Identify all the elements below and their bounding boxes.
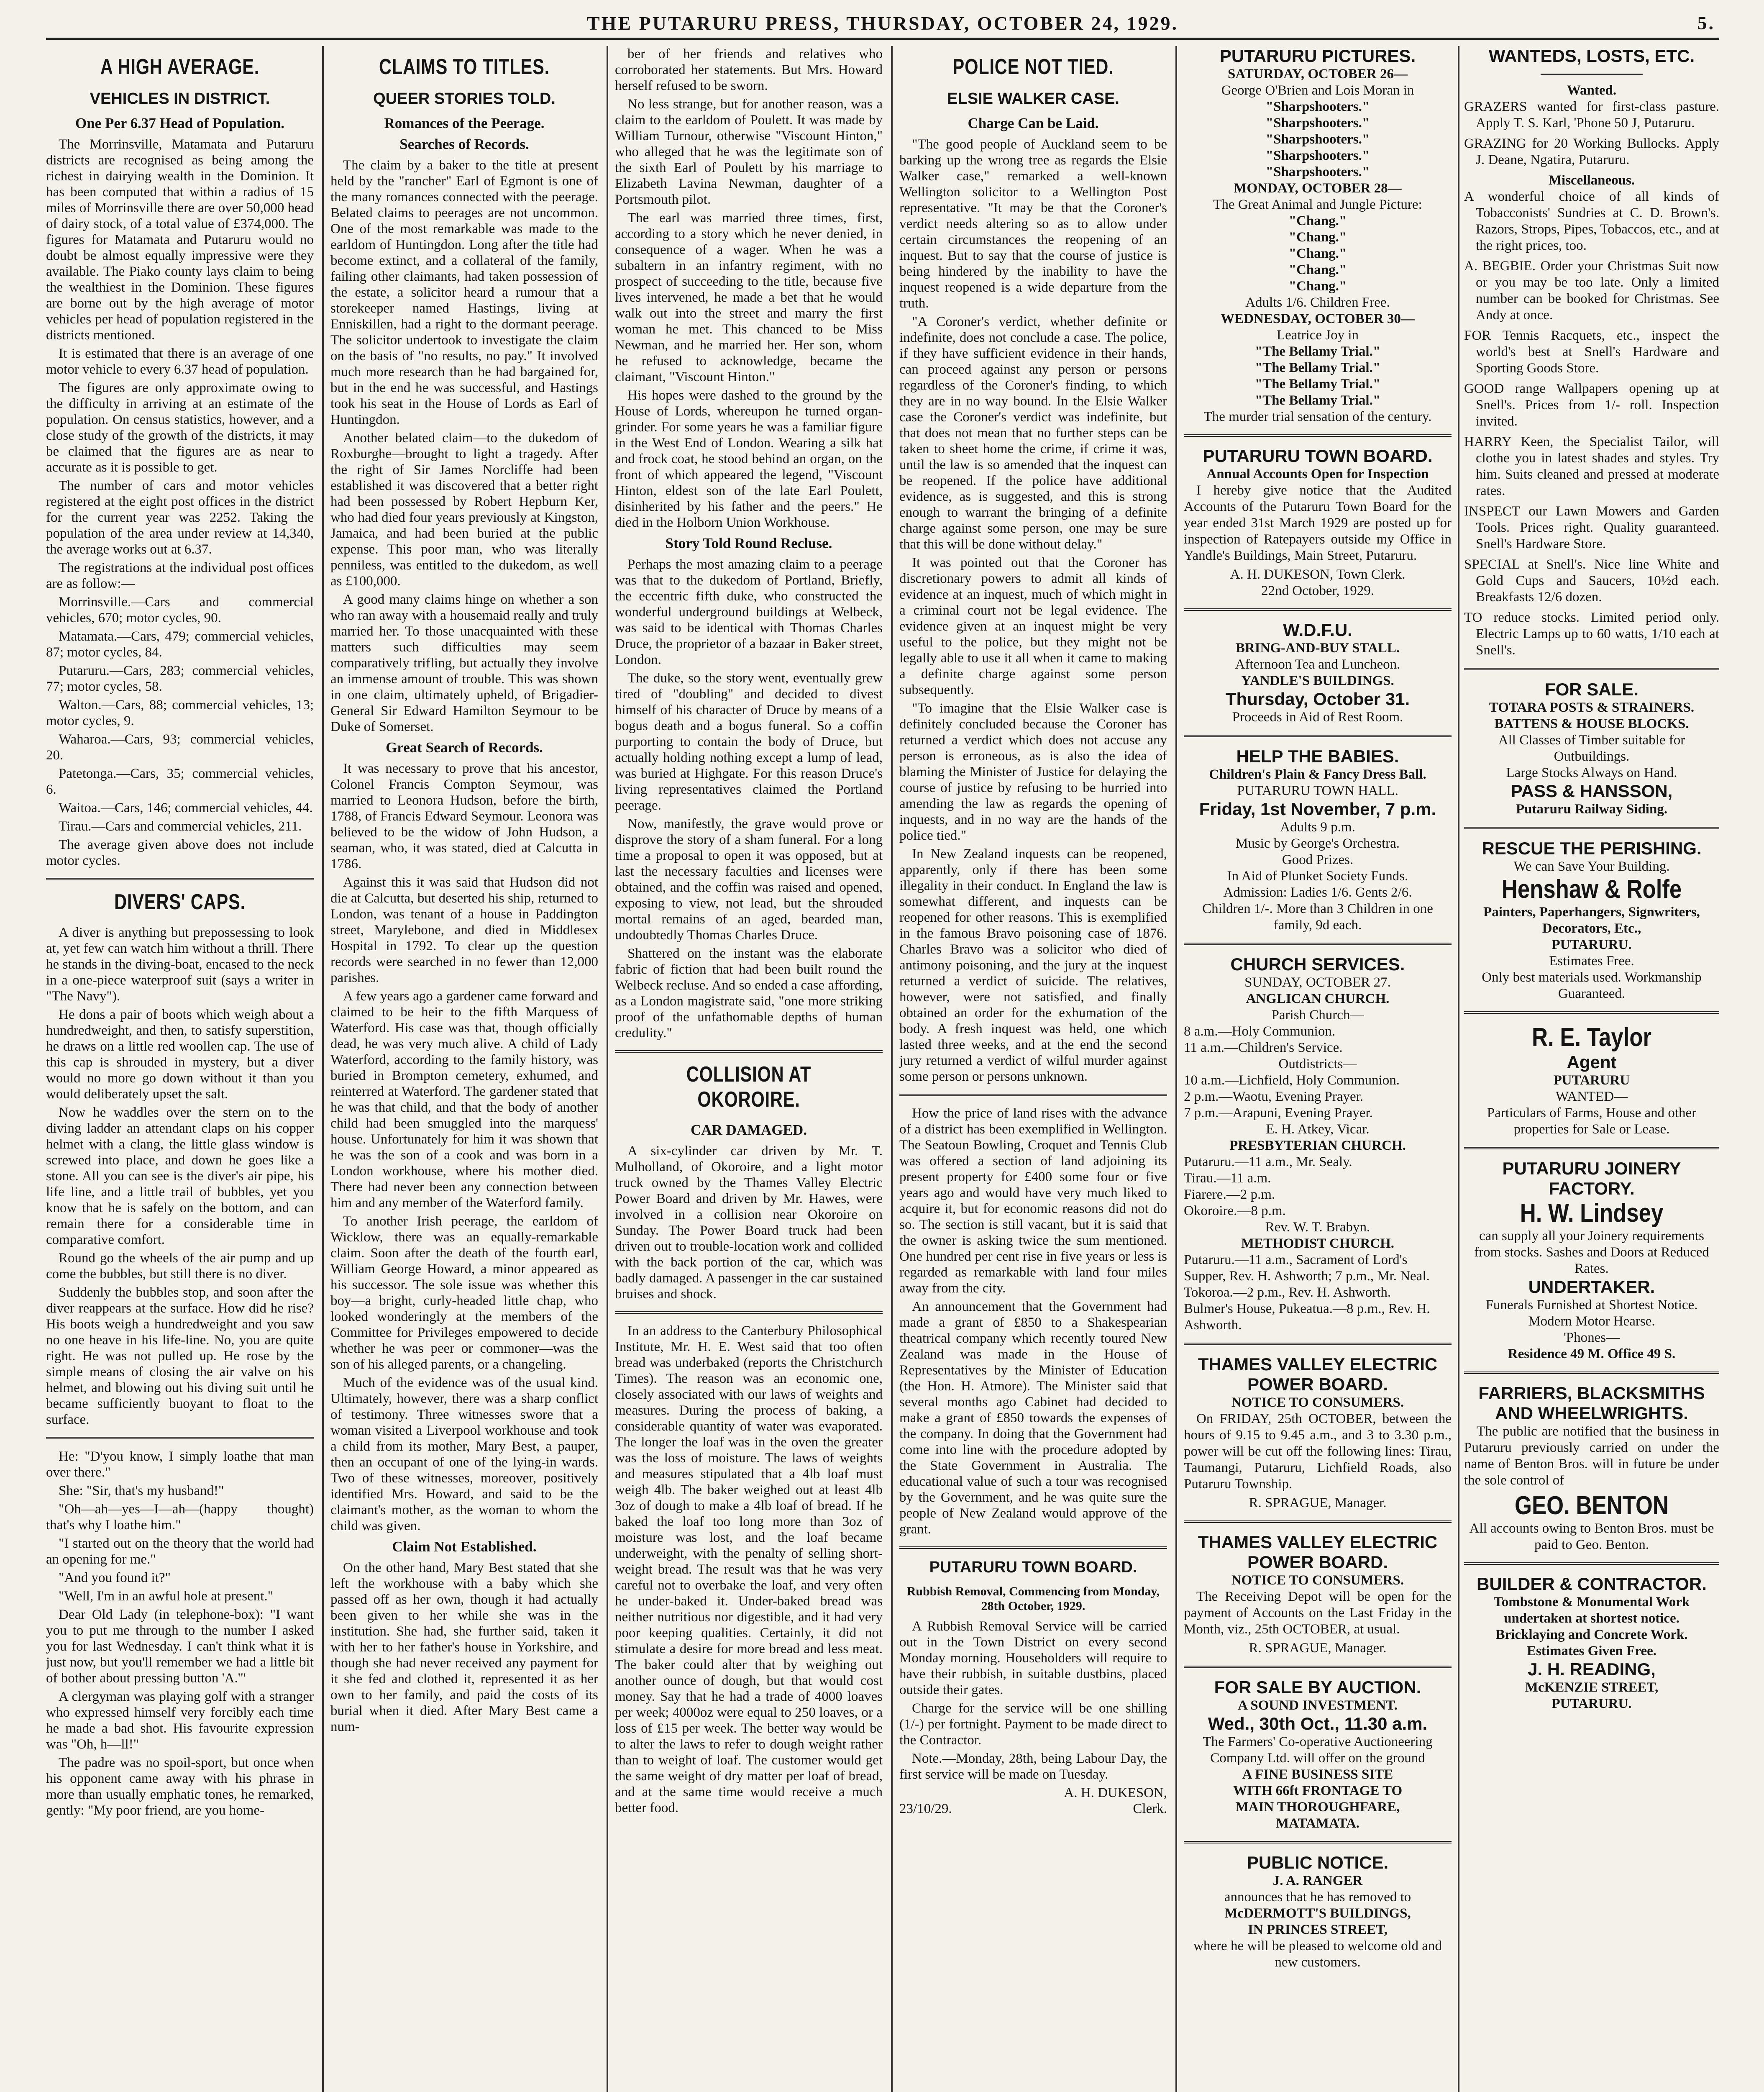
paragraph: A diver is anything but prepossessing to look at, yet few can watch him without a thrill. There he stands in the diving-boat, encased to the neck in a one-piece waterproof suit (says a writer in "The Navy"). bbox=[46, 925, 314, 1004]
line: "Sharpshooters." bbox=[1265, 132, 1370, 147]
taylor-body: Particulars of Farms, House and other properties for Sale or Lease. bbox=[1487, 1105, 1697, 1137]
paragraph: The duke, so the story went, eventually grew tired of "doubling" and decided to divest himself of his character of Druce by means of a bogus death and a bogus funeral. So a coffin purporting to contain the body of Druce, but actually holding nothing except a lump of lead, was buried at Highgate. For this reason Druce's living representatives claimed the Portland peerage. bbox=[615, 671, 883, 813]
lindsey-name: H. W. Lindsey bbox=[1520, 1199, 1664, 1228]
auction-body: The Farmers' Co-operative Auctioneering Company Ltd. will offer on the ground bbox=[1203, 1734, 1433, 1766]
line: 10 a.m.—Lichfield, Holy Communion. bbox=[1184, 1073, 1400, 1088]
line: "The Bellamy Trial." bbox=[1255, 377, 1381, 392]
paragraph: How the price of land rises with the advance of a district has been exemplified in Wellington. The Seatoun Bowling, Croquet and Tennis Club was offered a section of land adjoining its present property for £400 some four or five years ago and would have very much liked to acquire it, but for economic reasons did not do so. The section is still vacant, but it is said that the owner is asking twice the sum mentioned. One hundred per cent rise in five years or less is regarded as remarkable with land four miles away from the city. bbox=[899, 1106, 1167, 1296]
headline: POLICE NOT TIED. bbox=[952, 55, 1114, 79]
line: "The Bellamy Trial." bbox=[1255, 344, 1381, 359]
benton-body: The public are notified that the business in Putaruru previously carried on under the name of Benton Bros. will in future be under the sole control of bbox=[1464, 1424, 1719, 1488]
builder-line: Bricklaying and Concrete Work. bbox=[1495, 1627, 1688, 1642]
film-list bbox=[1184, 344, 1452, 409]
church-times bbox=[1184, 1252, 1452, 1333]
townboard-body: I hereby give notice that the Audited Accounts of the Putaruru Town Board for the year ended 31st March 1929 are posted up for inspection of Ratepayers outside my Office in Yandle's Buildings, Main Street, Putaruru. bbox=[1184, 483, 1452, 563]
babies-prizes: Good Prizes. bbox=[1282, 852, 1354, 867]
column-3 bbox=[615, 46, 883, 2092]
paragraph: Dear Old Lady (in telephone-box): "I want you to put me through to the number I asked you for last Wednesday. I can't think what it is just now, but you'll remember we had a little bit of bother about pressing button 'A.'" bbox=[46, 1607, 314, 1686]
masthead-title: THE PUTARURU PRESS, THURSDAY, OCTOBER 24, 1929. bbox=[586, 12, 1179, 34]
crosshead: Story Told Round Recluse. bbox=[665, 535, 832, 551]
paragraph: The claim by a baker to the title at present held by the "rancher" Earl of Egmont is one of the many romances connected with the peerage. Belated claims to peerages are not uncommon. One of the most remarkable was made to the earldom of Huntingdon. Long after the title had become extinct, and a collateral of the family, failing other claimants, had taken possession of the estate, a solicitor heard a rumour that a storekeeper named Hastings, living at Enniskillen, had a right to the dormant peerage. The solicitor undertook to investigate the claim on the basis of "no results, no pay." It involved much more research than he had bargained for, but in the end he was successful, and Hastings took his seat in the House of Lords as Earl of Huntingdon. bbox=[330, 158, 598, 427]
article-body bbox=[330, 1560, 598, 1735]
paragraph: Now, manifestly, the grave would prove or disprove the story of a sham funeral. For a long time a proposal to open it was opposed, but at last the necessary faculties and licenses were obtained, and the coffin was raised and opened, exposing to view, not lead, but the shrouded mortal remains of an aged, bearded man, undoubtedly Thomas Charles Druce. bbox=[615, 816, 883, 943]
taylor-wanted: WANTED— bbox=[1555, 1089, 1628, 1104]
paragraph: Much of the evidence was of the usual kind. Ultimately, however, there was a sharp conflict of testimony. Three witnesses swore that a woman visited a Liverpool workhouse and took a child from its mother, Mary Best, a pauper, then an occupant of one of the lying-in wards. Two of these witnesses, moreover, positively identified Mrs. Howard, and said to be the claimant's mother, as the woman to whom the child was given. bbox=[330, 1375, 598, 1533]
article-body bbox=[615, 1143, 883, 1302]
article-body bbox=[615, 46, 883, 531]
builder-name: J. H. READING, bbox=[1528, 1659, 1656, 1679]
paragraph: A Rubbish Removal Service will be carried out in the Town District on every second Monday morning. Householders will require to have their rubbish, in suitable dustbins, placed outside their gates. bbox=[899, 1619, 1167, 1697]
church-parish: Parish Church— bbox=[1271, 1008, 1364, 1023]
divider bbox=[1464, 827, 1719, 829]
line: Tirau.—11 a.m. bbox=[1184, 1171, 1271, 1186]
henshaw-title: RESCUE THE PERISHING. bbox=[1482, 838, 1702, 858]
divider bbox=[1184, 735, 1452, 737]
divider bbox=[1184, 1520, 1452, 1523]
wdfu-line: Proceeds in Aid of Rest Room. bbox=[1232, 710, 1403, 725]
auction-line: WITH 66ft FRONTAGE TO bbox=[1233, 1783, 1403, 1798]
paragraph: Note.—Monday, 28th, being Labour Day, the first service will be made on Tuesday. bbox=[899, 1751, 1167, 1782]
page-number: 5. bbox=[1697, 12, 1715, 33]
paragraph: Now he waddles over the stern on to the diving ladder an attendant claps on his copper helmet with a clang, the little glass window is screwed into place, and down he goes like a stone. All you can see is the diver's air pipe, his life line, and a little trail of bubbles, yet you know that he is safely on the bottom, and can remain there for a considerable time in comparative comfort. bbox=[46, 1105, 314, 1247]
paragraph: In New Zealand inquests can be reopened, apparently, only if there has been some illegality in their conduct. In England the law is somewhat different, and inquests can be reopened for other reasons. This is exemplified in the famous Bravo poisoning case of 1876. Charles Bravo was a solicitor who died of antimony poisoning, and the jury at the inquest returned a verdict of suicide. The relatives, however, were not satisfied, and finally obtained an order for the exhumation of the body. A fresh inquest was held, one which lasted three weeks, and at the end the second jury returned a verdict of wilful murder against some person or persons unknown. bbox=[899, 846, 1167, 1084]
paragraph: To another Irish peerage, the earldom of Wicklow, there was an equally-remarkable claim. Soon after the death of the fourth earl, William George Howard, a minor appeared as his successor. The sole issue was whether this boy—a bright, curly-headed little chap, who looked wonderingly at the members of the Committee for Privileges empowered to decide whether he was peer or commoner—was the son of his alleged parents, or a changeling. bbox=[330, 1214, 598, 1372]
church-times bbox=[1184, 1023, 1452, 1056]
classified-ad: TO reduce stocks. Limited period only. Electric Lamps up to 60 watts, 1/10 each at Snell's. bbox=[1464, 610, 1719, 658]
paragraph: Against this it was said that Hudson did not die at Calcutta, but deserted his ship, returned to London, was tenant of a house in Paddington street, Marylebone, and died in Middlesex Hospital in 1792. To clear up the question records were searched in no fewer than 12,000 parishes. bbox=[330, 875, 598, 985]
deck: Charge Can be Laid. bbox=[968, 115, 1099, 131]
deck: Searches of Records. bbox=[399, 136, 529, 152]
film-list bbox=[1184, 213, 1452, 295]
classified-ad: A wonderful choice of all kinds of Tobacconists' Sundries at C. D. Brown's. Razors, Strops, Pipes, Tobaccos, etc., and at the right prices, too. bbox=[1464, 189, 1719, 253]
paragraph: A good many claims hinge on whether a son who ran away with a housemaid really and truly married her. To those unacquainted with these matters such difficulties may seem comparatively trifling, but actually they involve an immense amount of trouble. This was shown in one claim, ultimately upheld, of Brigadier-General Sir Edward Hamilton Seymour to be Duke of Somerset. bbox=[330, 592, 598, 734]
forsale-line: Large Stocks Always on Hand. bbox=[1506, 765, 1677, 780]
paragraph: "Oh—ah—yes—I—ah—(happy thought) that's why I loathe him." bbox=[46, 1502, 314, 1533]
paragraph: The average given above does not include motor cycles. bbox=[46, 837, 314, 868]
paragraph: A six-cylinder car driven by Mr. T. Mulholland, of Okoroire, and a light motor truck owned by the Thames Valley Electric Power Board and driven by Mr. Hawes, were involved in a collision near Okoroire on Sunday. The Power Board truck had been driven out to trouble-location work and collided with the back portion of the car, which was badly damaged. A passenger in the car sustained bruises and shock. bbox=[615, 1143, 883, 1302]
paragraph: His hopes were dashed to the ground by the House of Lords, whereupon he turned organ-grinder. For some years he was a familiar figure in the West End of London. Wearing a silk hat and frock coat, he stood behind an organ, on the front of which appeared the legend, "Viscount Hinton, eldest son of the late Earl Poulett, disinherited by his father and the peers." He died in the Holborn Union Workhouse. bbox=[615, 388, 883, 530]
column-1 bbox=[46, 46, 314, 2092]
forsale-firm: PASS & HANSSON, bbox=[1511, 781, 1673, 801]
henshaw-est: Estimates Free. bbox=[1549, 954, 1634, 969]
thames-sub: NOTICE TO CONSUMERS. bbox=[1231, 1573, 1404, 1588]
line: "Chang." bbox=[1288, 213, 1347, 228]
auction-line: MAIN THOROUGHFARE, bbox=[1235, 1800, 1400, 1815]
paragraph: It is estimated that there is an average of one motor vehicle to every 6.37 head of population. bbox=[46, 346, 314, 377]
builder-line: Tombstone & Monumental Work undertaken at shortest notice. bbox=[1493, 1595, 1690, 1626]
paragraph: The Morrinsville, Matamata and Putaruru districts are recognised as being among the richest in dairying wealth in the Dominion. It has been computed that within a radius of 15 miles of Morrinsville there are over 50,000 head of dairy stock, of a total value of £374,000. The figures for Matamata and Putaruru would no doubt be almost equally impressive were they available. The Piako county lays claim to being the wealthiest in the Dominion. These figures are borne out by the high average of motor vehicles per head of population registered in the districts mentioned. bbox=[46, 137, 314, 343]
line: "Sharpshooters." bbox=[1265, 115, 1370, 131]
babies-music: Music by George's Orchestra. bbox=[1235, 836, 1400, 851]
wdfu-line: Thursday, October 31. bbox=[1225, 689, 1410, 709]
paragraph: Charge for the service will be one shilling (1/-) per fortnight. Payment to be made direct to the Contractor. bbox=[899, 1701, 1167, 1748]
column-rule bbox=[1175, 46, 1177, 2092]
forsale-line: BATTENS & HOUSE BLOCKS. bbox=[1494, 716, 1689, 731]
line: Bulmer's House, Pukeatua.—8 p.m., Rev. H. Ashworth. bbox=[1184, 1301, 1430, 1333]
benton-name: GEO. BENTON bbox=[1515, 1491, 1669, 1520]
church-date: SUNDAY, OCTOBER 27. bbox=[1244, 975, 1391, 990]
article-body bbox=[330, 761, 598, 1534]
headline: CLAIMS TO TITLES. bbox=[379, 55, 550, 79]
paragraph: A clergyman was playing golf with a stranger who expressed himself very forcibly each time he made a bad shot. His favourite expression was "Oh, h—ll!" bbox=[46, 1689, 314, 1752]
divider bbox=[1464, 1562, 1719, 1565]
benton-acc: All accounts owing to Benton Bros. must be paid to Geo. Benton. bbox=[1469, 1521, 1714, 1552]
divider bbox=[1464, 1011, 1719, 1014]
townboard-sub: Annual Accounts Open for Inspection bbox=[1206, 467, 1429, 482]
divider bbox=[1184, 1666, 1452, 1668]
builder-line: Estimates Given Free. bbox=[1526, 1643, 1657, 1659]
column-rule bbox=[322, 46, 324, 2092]
church-times bbox=[1184, 1154, 1452, 1219]
pictures-desc: The Great Animal and Jungle Picture: bbox=[1213, 197, 1422, 212]
line: 7 p.m.—Arapuni, Evening Prayer. bbox=[1184, 1105, 1373, 1120]
line: "Chang." bbox=[1288, 246, 1347, 261]
line: "Sharpshooters." bbox=[1265, 164, 1370, 179]
wdfu-title: W.D.F.U. bbox=[1283, 620, 1352, 640]
church-outdistricts: Outdistricts— bbox=[1278, 1056, 1357, 1072]
paragraph: He: "D'you know, I simply loathe that man over there." bbox=[46, 1449, 314, 1480]
paragraph: "A Coroner's verdict, whether definite or indefinite, does not conclude a case. The police, if they have sufficient evidence in their hands, can proceed against any person or persons regardless of the Coroner's finding, to which they are in no way bound. In the Elsie Walker case the Coroner's verdict was indefinite, but that does not mean that no further steps can be taken to sheet home the crime, if crime it was, until the law is so amended that the inquest can be reopened. If the police have additional evidence, as is suggested, and this is strong enough to warrant the bringing of a definite charge against some person, one may be sure that this will be done without delay." bbox=[899, 314, 1167, 552]
auction-title: FOR SALE BY AUCTION. bbox=[1214, 1677, 1421, 1697]
paragraph: "I started out on the theory that the world had an opening for me." bbox=[46, 1536, 314, 1567]
column-rule bbox=[1458, 46, 1459, 2092]
article-body bbox=[899, 136, 1167, 1084]
pictures-tag: The murder trial sensation of the century. bbox=[1203, 409, 1432, 424]
article-body bbox=[46, 136, 314, 869]
notice-sub: Rubbish Removal, Commencing from Monday, 28th October, 1929. bbox=[906, 1584, 1160, 1613]
paragraph: Waitoa.—Cars, 146; commercial vehicles, 44. bbox=[59, 800, 313, 815]
public-line: McDERMOTT'S BUILDINGS, bbox=[1224, 1906, 1411, 1921]
line: Okoroire.—8 p.m. bbox=[1184, 1203, 1286, 1218]
classified-ad: GRAZING for 20 Working Bullocks. Apply J. Deane, Ngatira, Putaruru. bbox=[1464, 136, 1719, 167]
article-body bbox=[330, 157, 598, 735]
column-rule bbox=[607, 46, 608, 2092]
babies-adm: Admission: Ladies 1/6. Gents 2/6. bbox=[1223, 885, 1412, 900]
babies-sub: Children's Plain & Fancy Dress Ball. bbox=[1209, 767, 1426, 782]
classified-ad: GOOD range Wallpapers opening up at Snell's. Prices from 1/- roll. Inspection invited. bbox=[1464, 381, 1719, 429]
paragraph: Putaruru.—Cars, 283; commercial vehicles, 77; motor cycles, 58. bbox=[46, 663, 314, 694]
church-brabyn: Rev. W. T. Brabyn. bbox=[1265, 1220, 1370, 1235]
paragraph: "The good people of Auckland seem to be barking up the wrong tree as regards the Elsie Walker case," remarked a well-known Wellington solicitor to a Wellington Post representative. "It may be that the Coroner's verdict needs altering so as to allow under certain circumstances the reopening of an inquest. But to say that the course of justice is being hindered by the inability to have the inquest reopened is a wide departure from the truth. bbox=[899, 137, 1167, 311]
paragraph: "To imagine that the Elsie Walker case is definitely concluded because the Coroner has returned a verdict which does not accuse any person is erroneous, as is also the idea of blaming the Minister of Justice for delaying the course of justice by refusing to be hurried into amending the law as regards the opening of inquests, and in no way are the hands of the police tied." bbox=[899, 701, 1167, 843]
wdfu-line: BRING-AND-BUY STALL. bbox=[1235, 641, 1400, 656]
deck: CAR DAMAGED. bbox=[690, 1122, 807, 1138]
church-times bbox=[1184, 1072, 1452, 1121]
subheadline: ELSIE WALKER CASE. bbox=[947, 90, 1119, 108]
public-line: announces that he has removed to bbox=[1224, 1889, 1411, 1905]
divider bbox=[1464, 1147, 1719, 1149]
divider bbox=[899, 1546, 1167, 1549]
townboard-sign: A. H. DUKESON, Town Clerk. bbox=[1230, 567, 1406, 582]
henshaw-sub: We can Save Your Building. bbox=[1513, 859, 1670, 874]
paragraph: It was necessary to prove that his ancestor, Colonel Francis Compton Seymour, was married to Leonora Hudson, before the birth, 1788, of Francis Edward Seymour. Leonora was believed to be the widow of John Hudson, a seaman, who, it was stated, died at Calcutta in 1786. bbox=[330, 761, 598, 872]
deck: Romances of the Peerage. bbox=[384, 115, 545, 131]
paragraph: Walton.—Cars, 88; commercial vehicles, 13; motor cycles, 9. bbox=[46, 697, 314, 728]
notice-signature: A. H. DUKESON, bbox=[1064, 1785, 1167, 1800]
paragraph: In an address to the Canterbury Philosophical Institute, Mr. H. E. West said that too often bread was underbaked (reports the Christchurch Times). The reason was an economic one, closely associated with our laws of weights and measures. During the process of baking, a considerable quantity of water was evaporated. The longer the loaf was in the oven the greater was the loss of moisture. The laws of weights and measures stipulated that a 4lb loaf must weigh 4lb. The baker weighed out at least 4lb 3oz of dough to make a 4lb loaf of bread. If he baked the loaf too long more than 3oz of moisture was lost, and the loaf became underweight, with the penalty of selling short-weight bread. The result was that he was very careful not to overbake the loaf, and very often he under-baked it. Under-baked bread was neither nutritious nor digestible, and it had very poor keeping qualities. Certainly, it did not stimulate a desire for more bread and less meat. The baker could alter that by weighing out another ounce of dough, but that would cost money. Say that he had a trade of 4000 loaves per week; 4000oz were equal to 250 loaves, or a loss of £15 per week. The better way would be to alter the laws to refer to dough weight rather than to weight of loaf. The customer would get the same weight of dry matter per loaf of bread, and at the same time would receive a much better food. bbox=[615, 1323, 883, 1815]
paragraph: The earl was married three times, first, according to a story which he never denied, in consequence of a wager. When he was a subaltern in an infantry regiment, with no prospect of succeeding to the title, because five lives intervened, he made a bet that he would walk out into the street and marry the first woman he met. This chanced to be Miss Newman, and he married her. Her son, whom he refused to acknowledge, became the claimant, "Viscount Hinton." bbox=[615, 210, 883, 385]
paragraph: Another belated claim—to the dukedom of Roxburghe—brought to light a tragedy. After the right of Sir James Norcliffe had been established it was discovered that a better right had been possessed by Robert Hepburn Ker, who had died four years previously at Kingston, Jamaica, and had been buried at the public expense. This poor man, who was literally penniless, was entitled to the dukedom, as well as £100,000. bbox=[330, 431, 598, 589]
classified-list bbox=[1464, 99, 1719, 168]
henshaw-firm: Henshaw & Rolfe bbox=[1501, 875, 1682, 904]
column-5 bbox=[1184, 46, 1452, 2092]
classified-ad: SPECIAL at Snell's. Nice line White and Gold Cups and Saucers, 10½d each. Breakfasts 12/6 dozen. bbox=[1464, 557, 1719, 605]
paragraph: It was pointed out that the Coroner has discretionary powers to admit all kinds of evidence at an inquest, much of which might in a criminal court not be legal evidence. The evidence given at an inquest might be very useful to the police, but they might not be legally able to use it all when it came to making a definite charge against some person subsequently. bbox=[899, 555, 1167, 697]
film-list bbox=[1184, 99, 1452, 180]
classifieds-wanted: Wanted. bbox=[1567, 83, 1617, 98]
headline: COLLISION AT OKOROIRE. bbox=[686, 1062, 812, 1112]
classified-list bbox=[1464, 189, 1719, 659]
line: Putaruru.—11 a.m., Sacrament of Lord's Supper, Rev. H. Ashworth; 7 p.m., Mr. Neal. bbox=[1184, 1252, 1430, 1284]
notice-title: PUTARURU TOWN BOARD. bbox=[929, 1559, 1137, 1576]
babies-title: HELP THE BABIES. bbox=[1236, 746, 1399, 766]
deck: One Per 6.37 Head of Population. bbox=[75, 115, 285, 131]
auction-sub: A SOUND INVESTMENT. bbox=[1238, 1698, 1398, 1713]
divider bbox=[1541, 74, 1643, 75]
pictures-day: WEDNESDAY, OCTOBER 30— bbox=[1221, 311, 1415, 326]
lindsey-under: UNDERTAKER. bbox=[1528, 1277, 1655, 1297]
babies-hall: PUTARURU TOWN HALL. bbox=[1237, 783, 1398, 798]
church-presbyterian: PRESBYTERIAN CHURCH. bbox=[1229, 1138, 1406, 1153]
church-title: CHURCH SERVICES. bbox=[1230, 954, 1405, 974]
classified-ad: A. BEGBIE. Order your Christmas Suit now or you may be too late. Only a limited number can be booked for Christmas. See Andy at once. bbox=[1464, 259, 1719, 323]
forsale-line: TOTARA POSTS & STRAINERS. bbox=[1489, 700, 1695, 715]
paragraph: Patetonga.—Cars, 35; commercial vehicles, 6. bbox=[46, 766, 314, 797]
paragraph: Shattered on the instant was the elaborate fabric of fiction that had been built round the Welbeck recluse. And so ended a case affording, as a London magistrate said, "one more striking proof of the unfathomable depths of human credulity." bbox=[615, 946, 883, 1041]
headline: DIVERS' CAPS. bbox=[114, 890, 246, 914]
column-6 bbox=[1464, 46, 1719, 2092]
thames-title: THAMES VALLEY ELECTRIC POWER BOARD. bbox=[1198, 1354, 1438, 1394]
divider bbox=[1184, 608, 1452, 611]
divider bbox=[615, 1050, 883, 1053]
divider bbox=[1464, 668, 1719, 670]
line: "Sharpshooters." bbox=[1265, 148, 1370, 163]
jokes bbox=[46, 1449, 314, 1818]
masthead bbox=[46, 8, 1719, 40]
paragraph: The figures are only approximate owing to the difficulty in arriving at an estimate of the population. On census statistics, however, and a close study of the growth of the districts, it may be claimed that the figures are as near to accurate as it is possible to get. bbox=[46, 380, 314, 475]
lindsey-hearse: Modern Motor Hearse. bbox=[1528, 1314, 1655, 1329]
taylor-name: R. E. Taylor bbox=[1531, 1023, 1652, 1052]
column-4 bbox=[899, 46, 1167, 2092]
classifieds-title: WANTEDS, LOSTS, ETC. bbox=[1488, 46, 1695, 66]
church-vicar: E. H. Atkey, Vicar. bbox=[1266, 1122, 1370, 1137]
column-rule bbox=[891, 46, 893, 2092]
thames-body: On FRIDAY, 25th OCTOBER, between the hours of 9.15 to 9.45 a.m., and 3 to 3.30 p.m., power will be cut off the following lines: Tirau, Taumangi, Putaruru, Lichfield Roads, also Putaruru Township. bbox=[1184, 1411, 1452, 1492]
public-name: J. A. RANGER bbox=[1272, 1873, 1363, 1888]
public-title: PUBLIC NOTICE. bbox=[1247, 1853, 1389, 1872]
divider bbox=[615, 1311, 883, 1314]
public-line: IN PRINCES STREET, bbox=[1247, 1922, 1388, 1937]
henshaw-only: Only best materials used. Workmanship Guaranteed. bbox=[1482, 970, 1702, 1001]
henshaw-trades: Painters, Paperhangers, Signwriters, Decorators, Etc., bbox=[1483, 905, 1700, 936]
divider bbox=[46, 878, 314, 880]
classified-ad: INSPECT our Lawn Mowers and Garden Tools. Prices right. Quality guaranteed. Snell's Hardware Store. bbox=[1464, 504, 1719, 551]
paragraph: Suddenly the bubbles stop, and soon after the diver reappears at the surface. How did he rise? His boots weigh a hundredweight and you saw no one heave in his life-line. No, you are quite right. He was not pulled up. He rose by the simple means of closing the air valve on his helmet, and blowing out his diving suit until he became sufficiently buoyant to float to the surface. bbox=[46, 1285, 314, 1427]
pictures-day: SATURDAY, OCTOBER 26— bbox=[1227, 67, 1408, 82]
line: "Chang." bbox=[1288, 262, 1347, 277]
notice-clerk: Clerk. bbox=[1133, 1801, 1167, 1816]
paragraph: He dons a pair of boots which weigh about a hundredweight, and then, to satisfy superstition, he draws on a little red woollen cap. The use of this cap is shrouded in mystery, but a diver would no more go down without it than you would deliberately upset the salt. bbox=[46, 1007, 314, 1102]
notice-footer bbox=[899, 1801, 1167, 1817]
benton-title: FARRIERS, BLACKSMITHS AND WHEELWRIGHTS. bbox=[1478, 1383, 1705, 1423]
line: "Chang." bbox=[1288, 230, 1347, 245]
lindsey-fun: Funerals Furnished at Shortest Notice. bbox=[1485, 1297, 1698, 1313]
paragraph: Waharoa.—Cars, 93; commercial vehicles, 20. bbox=[46, 732, 314, 763]
builder-loc: PUTARURU. bbox=[1552, 1696, 1632, 1711]
forsale-title: FOR SALE. bbox=[1544, 679, 1639, 699]
paragraph: Tirau.—Cars and commercial vehicles, 211. bbox=[59, 819, 302, 834]
notice-body bbox=[899, 1618, 1167, 1782]
divider bbox=[1184, 943, 1452, 945]
babies-date: Friday, 1st November, 7 p.m. bbox=[1199, 799, 1436, 819]
paragraph: The registrations at the individual post offices are as follow:— bbox=[46, 560, 314, 591]
line: "Sharpshooters." bbox=[1265, 99, 1370, 114]
paragraph: "Well, I'm in an awful hole at present." bbox=[59, 1589, 274, 1604]
church-anglican: ANGLICAN CHURCH. bbox=[1246, 991, 1390, 1006]
divider bbox=[1184, 1343, 1452, 1345]
article-body bbox=[615, 556, 883, 1041]
paragraph: Matamata.—Cars, 479; commercial vehicles, 87; motor cycles, 84. bbox=[46, 629, 314, 660]
thames-title: THAMES VALLEY ELECTRIC POWER BOARD. bbox=[1198, 1532, 1438, 1572]
lindsey-body: can supply all your Joinery requirements from stocks. Sashes and Doors at Reduced Rates. bbox=[1474, 1228, 1709, 1276]
babies-adults: Adults 9 p.m. bbox=[1280, 820, 1355, 835]
thames-body: The Receiving Depot will be open for the payment of Accounts on the Last Friday in the Month, viz., 25th OCTOBER, at usual. bbox=[1184, 1589, 1452, 1637]
article-body bbox=[46, 925, 314, 1428]
subheadline: VEHICLES IN DISTRICT. bbox=[90, 90, 270, 108]
divider bbox=[46, 1437, 314, 1439]
crosshead: Claim Not Established. bbox=[392, 1538, 537, 1555]
auction-line: A FINE BUSINESS SITE bbox=[1242, 1767, 1393, 1782]
pictures-stars: Leatrice Joy in bbox=[1276, 328, 1359, 343]
divider bbox=[899, 1094, 1167, 1096]
public-line: where he will be pleased to welcome old and new customers. bbox=[1193, 1938, 1442, 1970]
classified-ad: GRAZERS wanted for first-class pasture. Apply T. S. Karl, 'Phone 50 J, Putaruru. bbox=[1464, 99, 1719, 131]
notice-date: 23/10/29. bbox=[899, 1801, 952, 1816]
paragraph: Perhaps the most amazing claim to a peerage was that to the dukedom of Portland, Briefly, the eccentric fifth duke, who constructed the wonderful underground buildings at Welbeck, was said to be identical with Thomas Charles Druce, the proprietor of a bazaar in Baker street, London. bbox=[615, 557, 883, 667]
headline: A HIGH AVERAGE. bbox=[100, 55, 260, 79]
babies-aid: In Aid of Plunket Society Funds. bbox=[1227, 869, 1408, 884]
line: "The Bellamy Trial." bbox=[1255, 393, 1381, 408]
column-2 bbox=[330, 46, 598, 2092]
line: Tokoroa.—2 p.m., Rev. H. Ashworth. bbox=[1184, 1285, 1391, 1300]
divider bbox=[1184, 434, 1452, 437]
crosshead: Great Search of Records. bbox=[386, 739, 543, 756]
paragraph: She: "Sir, that's my husband!" bbox=[59, 1483, 224, 1498]
henshaw-loc: PUTARURU. bbox=[1552, 937, 1632, 952]
wdfu-line: Afternoon Tea and Luncheon. bbox=[1235, 657, 1400, 672]
auction-line: MATAMATA. bbox=[1275, 1816, 1360, 1831]
line: "Chang." bbox=[1288, 279, 1347, 294]
wdfu-line: YANDLE'S BUILDINGS. bbox=[1241, 673, 1394, 688]
lindsey-phones: 'Phones— bbox=[1563, 1330, 1620, 1345]
builder-addr: McKENZIE STREET, bbox=[1525, 1680, 1659, 1695]
paragraph: ber of her friends and relatives who corroborated her statements. But Mrs. Howard herself refused to be sworn. bbox=[615, 46, 883, 93]
pictures-stars: George O'Brien and Lois Moran in bbox=[1221, 83, 1414, 98]
paragraph: An announcement that the Government had made a grant of £850 to a Shakespearian theatrical company which recently toured New Zealand was made in the House of Representatives by the Minister of Education (the Hon. H. Atmore). The Minister said that several months ago Cabinet had decided to make a grant of £850 towards the expenses of the company. In doing that the Government had come into line with the procedure adopted by the State Government in Australia. The educational value of such a tour was recognised by the Government, and he was quite sure the people of New Zealand would approve of the grant. bbox=[899, 1299, 1167, 1537]
line: 2 p.m.—Waotu, Evening Prayer. bbox=[1184, 1089, 1364, 1104]
lindsey-res: Residence 49 M. Office 49 S. bbox=[1508, 1346, 1676, 1361]
pictures-title: PUTARURU PICTURES. bbox=[1219, 46, 1416, 66]
builder-title: BUILDER & CONTRACTOR. bbox=[1477, 1574, 1707, 1594]
classified-ad: FOR Tennis Racquets, etc., inspect the world's best at Snell's Hardware and Sporting Goods Store. bbox=[1464, 328, 1719, 376]
paragraph: Morrinsville.—Cars and commercial vehicles, 670; motor cycles, 90. bbox=[46, 595, 314, 626]
line: "The Bellamy Trial." bbox=[1255, 360, 1381, 375]
thames-sign: R. SPRAGUE, Manager. bbox=[1249, 1495, 1387, 1510]
paragraph: No less strange, but for another reason, was a claim to the earldom of Poulett. It was made by William Turnour, otherwise "Viscount Hinton," who alleged that he was the legitimate son of the sixth Earl of Poulett by his marriage to Elizabeth Lavina Newman, daughter of a Portsmouth pilot. bbox=[615, 97, 883, 207]
auction-date: Wed., 30th Oct., 11.30 a.m. bbox=[1208, 1714, 1428, 1733]
forsale-line: All Classes of Timber suitable for Outbuildings. bbox=[1498, 733, 1685, 764]
forsale-loc: Putaruru Railway Siding. bbox=[1516, 802, 1668, 817]
pictures-prices: Adults 1/6. Children Free. bbox=[1245, 295, 1390, 310]
classified-ad: HARRY Keen, the Specialist Tailor, will clothe you in latest shades and styles. Try him. Suits cleaned and pressed at moderate rates. bbox=[1464, 434, 1719, 498]
paragraph: "And you found it?" bbox=[59, 1570, 171, 1585]
line: Putaruru.—11 a.m., Mr. Sealy. bbox=[1184, 1154, 1352, 1169]
paragraph: The number of cars and motor vehicles registered at the eight post offices in the district for the current year was 2252. Taking the population of the area under review at 14,340, the average works out at 6.37. bbox=[46, 478, 314, 557]
townboard-title: PUTARURU TOWN BOARD. bbox=[1203, 446, 1433, 466]
article-body bbox=[899, 1105, 1167, 1537]
article-body bbox=[615, 1323, 883, 1816]
taylor-role: Agent bbox=[1567, 1052, 1617, 1072]
classifieds-misc: Miscellaneous. bbox=[1548, 173, 1635, 188]
church-methodist: METHODIST CHURCH. bbox=[1241, 1236, 1395, 1251]
paragraph: On the other hand, Mary Best stated that she left the workhouse with a baby which she passed off as her own, though it had actually been given to her while she was in the institution. She had, she further said, taken it with her to her father's house in Yorkshire, and though she had never received any payment for it she fed and clothed it, represented it as her own to her family, and paid the costs of its burial when it died. After Mary Best came a num- bbox=[330, 1560, 598, 1734]
line: Fiarere.—2 p.m. bbox=[1184, 1187, 1275, 1202]
pictures-day: MONDAY, OCTOBER 28— bbox=[1234, 181, 1402, 196]
paragraph: The padre was no spoil-sport, but once when his opponent came away with his phrase in more than usually emphatic tones, he remarked, gently: "My poor friend, are you home- bbox=[46, 1755, 314, 1818]
divider bbox=[1464, 1372, 1719, 1374]
paragraph: A few years ago a gardener came forward and claimed to be heir to the fifth Marquess of Waterford. His case was that, though officially dead, he was very much alive. A child of Lady Waterford, according to the family history, was buried in Brompton cemetery, exhumed, and reinterred at Waterford. The gardener stated that he was that child, and that the body of another child had been smuggled into the marquess' house. Unfortunately for him it was shown that he was the son of a cook and was born in a London workhouse, where his mother died. There had never been any connection between him and any member of the Waterford family. bbox=[330, 989, 598, 1210]
paragraph: Round go the wheels of the air pump and up come the bubbles, but still there is no diver. bbox=[46, 1251, 314, 1282]
lindsey-title: PUTARURU JOINERY FACTORY. bbox=[1502, 1159, 1681, 1198]
divider bbox=[1184, 1841, 1452, 1843]
thames-sign: R. SPRAGUE, Manager. bbox=[1249, 1641, 1387, 1656]
line: 8 a.m.—Holy Communion. bbox=[1184, 1024, 1336, 1039]
line: 11 a.m.—Children's Service. bbox=[1184, 1040, 1343, 1055]
subheadline: QUEER STORIES TOLD. bbox=[373, 90, 556, 108]
thames-sub: NOTICE TO CONSUMERS. bbox=[1231, 1395, 1404, 1410]
taylor-loc: PUTARURU bbox=[1553, 1073, 1630, 1088]
townboard-date: 22nd October, 1929. bbox=[1261, 583, 1374, 598]
babies-child: Children 1/-. More than 3 Children in one family, 9d each. bbox=[1202, 901, 1433, 933]
